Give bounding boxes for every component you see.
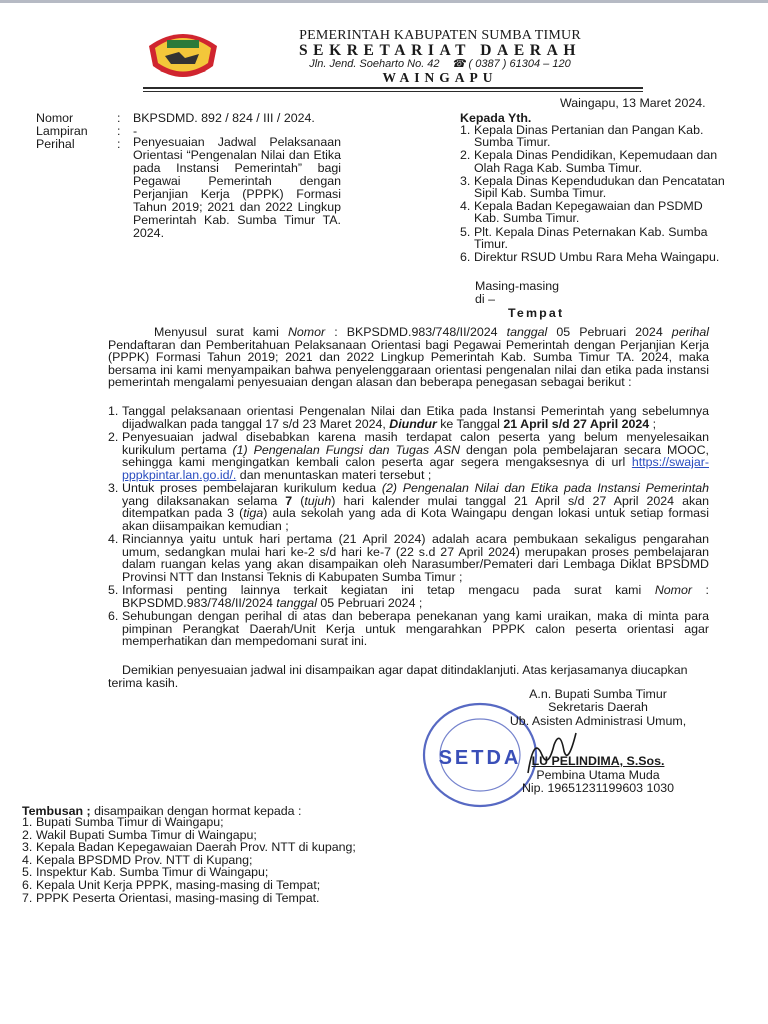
list-item-number: 5.	[460, 224, 471, 239]
list-item-text: Kepala Dinas Kependudukan dan Pencatatan Sipil Kab. Sumba Timur.	[474, 173, 725, 201]
point-text-italic: tiga	[243, 506, 264, 520]
list-item-number: 7.	[22, 890, 33, 905]
tembusan-list	[22, 816, 522, 904]
list-item-number: 6.	[460, 250, 471, 265]
body-text: : BKPSDMD.983/748/II/2024	[325, 325, 507, 339]
letterhead-address-line	[240, 57, 640, 70]
list-item-text: Plt. Kepala Dinas Peternakan Kab. Sumba Timur.	[474, 224, 708, 251]
body-text: 05 Pebruari 2024	[547, 325, 672, 339]
list-item-text: Inspektur Kab. Sumba Timur di Waingapu;	[36, 865, 269, 880]
perihal-colon: :	[117, 137, 121, 151]
point-text-italic: Nomor	[654, 583, 692, 597]
list-item-text: Kepala Dinas Pertanian dan Pangan Kab. Sumba Timur.	[474, 123, 704, 150]
nomor-value: BKPSDMD. 892 / 824 / III / 2024.	[133, 111, 315, 125]
body-intro-paragraph	[108, 326, 709, 389]
tembusan-heading-bold: Tembusan ;	[22, 804, 91, 818]
page-top-edge	[0, 0, 768, 3]
point-item	[108, 482, 709, 532]
point-item	[108, 533, 709, 583]
perihal-value: Penyesuaian Jadwal Pelaksanaan Orientasi “Pengenalan Nilai dan Etika pada Instansi Pemerintah” bagi Pegawai Pemerintah dengan Perjanjian Kerja (PPPK) Formasi Tahun 2019; 2021 dan 2022 Lingkup Pemerintah Kab. Sumba Timur TA. 2024.	[133, 135, 341, 240]
point-text: ke Tanggal	[436, 416, 504, 431]
point-number: 1.	[108, 404, 119, 418]
list-item-number: 3.	[22, 840, 33, 855]
list-item	[460, 175, 725, 199]
list-item-text: Direktur RSUD Umbu Rara Meha Waingapu.	[474, 250, 720, 265]
list-item	[460, 149, 725, 173]
point-item	[108, 584, 709, 609]
point-text-italic: (1) Pengenalan Fungsi dan Tugas ASN	[232, 442, 461, 457]
letterhead-rule-thick	[143, 87, 643, 89]
points-list	[108, 405, 709, 649]
letterhead-government: PEMERINTAH KABUPATEN SUMBA TIMUR	[299, 28, 581, 43]
point-text: 05 Pebruari 2024 ;	[316, 595, 423, 610]
letterhead-city: WAINGAPU	[382, 70, 498, 85]
list-item-text: Wakil Bupati Sumba Timur di Waingapu;	[36, 827, 257, 842]
signature-line3: Ub. Asisten Administrasi Umum,	[509, 713, 687, 728]
list-item-number: 1.	[22, 815, 33, 829]
signature-space	[478, 728, 718, 755]
list-item-text: Kepala Unit Kerja PPPK, masing-masing di Tempat;	[36, 877, 321, 892]
list-item	[460, 200, 725, 224]
point-text: Informasi penting lainnya terkait kegiatan ini tetap mengacu pada surat kami	[122, 583, 655, 597]
point-number: 5.	[108, 583, 119, 597]
signature-line1: A.n. Bupati Sumba Timur	[529, 687, 667, 701]
point-text: dengan pola pembelajaran secara MOOC, sehingga kami mengingatkan kembali calon peserta agar segera mengaksesnya di url	[122, 442, 709, 469]
point-item	[108, 610, 709, 648]
perihal-label: Perihal	[36, 137, 75, 151]
point-number: 6.	[108, 609, 119, 623]
phone-icon: ☎	[451, 58, 466, 70]
signature-line2: Sekretaris Daerah	[548, 700, 648, 715]
point-number: 4.	[108, 532, 119, 546]
point-text: Penyesuaian jadwal disebabkan karena masih terdapat calon peserta yang belum menyelesaikan kurikulum pertama	[122, 430, 709, 457]
mooc-url-link[interactable]: https://swajar-pppkpintar.lan.go.id/.	[122, 455, 709, 482]
addressee-di: di –	[475, 291, 495, 306]
list-item-number: 3.	[460, 173, 471, 188]
list-item-text: Kepala Badan Kepegawaian dan PSDMD Kab. Sumba Timur.	[474, 199, 703, 226]
signature-block	[478, 688, 718, 795]
addressee-heading: Kepada Yth.	[460, 111, 532, 125]
point-text: ) aula sekolah yang ada di Kota Waingapu dengan lokasi untuk setiap formasi akan diisampaikan kemudian ;	[122, 506, 709, 533]
body-text: Menyusul surat kami	[154, 325, 288, 339]
nomor-colon: :	[117, 111, 121, 125]
list-item-text: PPPK Peserta Orientasi, masing-masing di Tempat.	[36, 890, 320, 905]
body-text-italic: tanggal	[506, 325, 548, 339]
point-text-italic: tujuh	[304, 493, 332, 508]
point-item	[108, 405, 709, 430]
point-text: : BKPSDMD.983/748/II/2024	[122, 583, 710, 610]
closing-paragraph: Demikian penyesuaian jadwal ini disampaikan agar dapat ditindaklanjuti. Atas kerjasamanya diucapkan terima kasih.	[108, 663, 688, 690]
regency-emblem-logo	[143, 26, 223, 84]
letterhead-rule-thin	[143, 91, 643, 92]
point-text-emph: Diundur	[389, 416, 437, 431]
list-item-number: 2.	[22, 827, 33, 842]
list-item-number: 4.	[460, 199, 471, 214]
letterhead-address: Jln. Jend. Soeharto No. 42	[309, 58, 440, 70]
list-item-number: 6.	[22, 877, 33, 892]
addressee-tempat: Tempat	[508, 306, 565, 320]
signatory-nip: Nip. 19651231199603 1030	[521, 781, 675, 796]
list-item-text: Kepala Badan Kepegawaian Daerah Prov. NTT di kupang;	[36, 840, 356, 855]
list-item-text: Kepala BPSDMD Prov. NTT di Kupang;	[36, 852, 253, 867]
point-text-bold: 21 April s/d 27 April 2024	[503, 416, 650, 431]
lampiran-label: Lampiran	[36, 124, 88, 138]
point-text: ) hari kalender mulai tanggal 21 April s/d 27 April 2024 akan ditempatkan pada 3 (	[122, 493, 709, 520]
tembusan-heading-rest: disampaikan dengan hormat kepada :	[90, 804, 302, 818]
addressee-list	[460, 124, 725, 264]
list-item	[22, 892, 522, 905]
list-item	[460, 226, 725, 250]
point-text: (	[292, 493, 305, 508]
list-item-text: Bupati Sumba Timur di Waingapu;	[36, 815, 224, 829]
list-item-number: 2.	[460, 148, 471, 163]
body-text: Pendaftaran dan Pemberitahuan Pelaksanaan Orientasi bagi Pegawai Pemerintah dengan Perjanjian Kerja (PPPK) Formasi Tahun 2019; 2021 dan 2022 Lingkup Pemerintah Kab. Sumba Timur TA. 2024, maka bersama ini kami menyampaikan bahwa penyelenggaraan orientasi pengenalan nilai dan etika pada instansi pemerintah mengalami penyesuaian dengan alasan dan beberapa penegasan sebagai berikut :	[108, 337, 709, 389]
list-item	[460, 124, 725, 148]
letterhead-phone: ( 0387 ) 61304 – 120	[468, 58, 571, 70]
list-item-text: Kepala Dinas Pendidikan, Kepemudaan dan Olah Raga Kab. Sumba Timur.	[474, 148, 718, 175]
point-text: Untuk proses pembelajaran kurikulum kedua	[122, 481, 382, 495]
point-text: ;	[649, 416, 657, 431]
stamp-text: SETDA	[438, 747, 522, 769]
addressee-masing: Masing-masing	[475, 279, 560, 293]
point-text: Sehubungan dengan perihal di atas dan beberapa penekanan yang kami uraikan, maka di minta para pimpinan Perangkat Daerah/Unit Kerja untuk mengarahkan PPPK calon peserta orientasi agar memperhatikan dan mempedomani surat ini.	[122, 609, 709, 648]
letter-date: Waingapu, 13 Maret 2024.	[560, 96, 706, 110]
lampiran-value: -	[133, 124, 138, 138]
body-text-italic: Nomor	[287, 325, 326, 339]
point-number: 3.	[108, 481, 119, 495]
lampiran-colon: :	[117, 124, 121, 138]
point-text: dan menuntaskan materi tersebut ;	[236, 467, 432, 482]
point-text-italic: (2) Pengenalan Nilai dan Etika pada Instansi Pemerintah	[381, 481, 709, 495]
signatory-name: LU PELINDIMA, S.Sos.	[531, 754, 665, 769]
point-number: 2.	[108, 430, 119, 444]
list-item-number: 1.	[460, 123, 471, 137]
list-item	[460, 251, 725, 263]
point-text: yang dilaksanakan selama	[122, 493, 286, 508]
point-text: Tanggal pelaksanaan orientasi Pengenalan Nilai dan Etika pada Instansi Pemerintah yang sebelumnya dijadwalkan pada tanggal 17 s/d 23 Maret 2024,	[122, 404, 709, 431]
body-text-italic: perihal	[671, 325, 709, 339]
list-item-number: 5.	[22, 865, 33, 880]
nomor-label: Nomor	[36, 111, 74, 125]
letterhead-office: SEKRETARIAT DAERAH	[298, 42, 582, 59]
point-text-italic: tanggal	[276, 595, 317, 610]
list-item-number: 4.	[22, 852, 33, 867]
point-text-bold: 7	[285, 493, 293, 508]
point-text: Rinciannya yaitu untuk hari pertama (21 April 2024) adalah acara pembukaan sekaligus pengarahan umum, sedangkan mulai hari ke-2 s/d hari ke-7 (22 s.d 27 April 2024) merupakan proses pembelajaran dalam ruangan kelas yang akan disampaikan oleh Narasumber/Pemateri dari Lembaga Diklat BPSDMD Provinsi NTT dan Instansi Teknis di Kabupaten Sumba Timur ;	[122, 532, 709, 584]
addressee-closing	[475, 280, 559, 305]
signatory-rank: Pembina Utama Muda	[536, 767, 660, 782]
point-item	[108, 431, 709, 481]
